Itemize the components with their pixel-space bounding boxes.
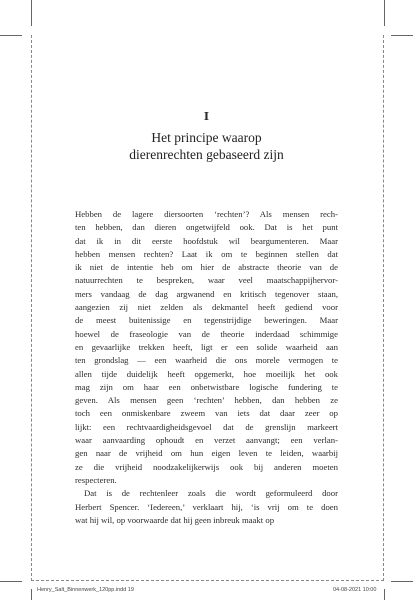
chapter-title-line: Het principe waarop [151,130,262,145]
text-line: mag zijn om haar een onbetwistbare logische fundering te [75,381,338,392]
body-text [75,208,338,527]
text-line: en gevaarlijke trekken heeft, ligt er een solide waarheid aan [75,341,338,352]
text-line: hoewel de fraseologie van de theorie inderdaad schimmige [75,328,338,339]
crop-mark [31,589,32,600]
text-line: hebben mensen rechten? Laat ik om te beginnen stellen dat [75,248,338,259]
text-line: natuurrechten te bespreken, waar veel maatschappijhervor- [75,275,338,286]
chapter-title [0,129,413,163]
text-line: de meest buitenissige en tegenstrijdige beweringen. Maar [75,315,338,326]
text-line: dat ik in dit eerste hoofdstuk wil beargumenteren. Maar [75,235,338,246]
text-line: allen tijde duidelijk heeft opgemerkt, hoe moeilijk het ook [75,368,338,379]
text-line: toch een onmiskenbare zweem van iets dat daar zeer op [75,408,338,419]
text-line: gen naar de vrijheid om hun eigen leven te leiden, waarbij [75,448,338,459]
text-line: Dat is de rechtenleer zoals die wordt geformuleerd door [84,488,338,499]
text-line: geven. Als mensen geen ‘rechten’ hebben, dan hebben ze [75,395,338,406]
crop-mark [0,581,22,582]
chapter-title-line: dierenrechten gebaseerd zijn [129,147,284,162]
slug-filename: Henry_Salt_Binnenwerk_120pp.indd 19 [37,587,134,593]
text-line: Herbert Spencer. ‘Iedereen,’ verklaart hij, ‘is vrij om te doen [75,501,338,512]
crop-mark [31,0,32,26]
crop-mark [391,581,413,582]
chapter-number: I [203,110,210,123]
slug-date: 04-08-2021 10:00 [333,587,377,593]
text-line: ten hebben, dan dieren ongetwijfeld ook. Dat is het punt [75,222,338,233]
crop-mark [384,589,385,600]
text-line: wat hij wil, op voorwaarde dat hij geen inbreuk maakt op [75,514,275,525]
crop-mark [384,0,385,26]
text-line: aangezien zij niet zelden als dekmantel heeft gediend voor [75,302,338,313]
text-line: ten grondslag — een waarheid die ons morele vermogen te [75,355,338,366]
text-line: waar aanvaarding ophoudt en verzet aanvangt; een verlan- [75,435,338,446]
text-line: mers vandaag de dag argwanend en kritisch tegenover staan, [75,288,338,299]
crop-mark [391,35,413,36]
text-line: respecteren. [75,474,117,485]
text-line: Hebben de lagere diersoorten ‘rechten’? Als mensen rech- [75,209,338,219]
text-line: ze die vrijheid noodzakelijkerwijs ook bij anderen moeten [75,461,338,472]
crop-mark [0,35,22,36]
text-line: lijkt: een rechtvaardigheidsgevoel dat de grenslijn markeert [75,421,338,432]
text-line: ik niet de intentie heb om hier de abstracte theorie van de [75,262,338,273]
